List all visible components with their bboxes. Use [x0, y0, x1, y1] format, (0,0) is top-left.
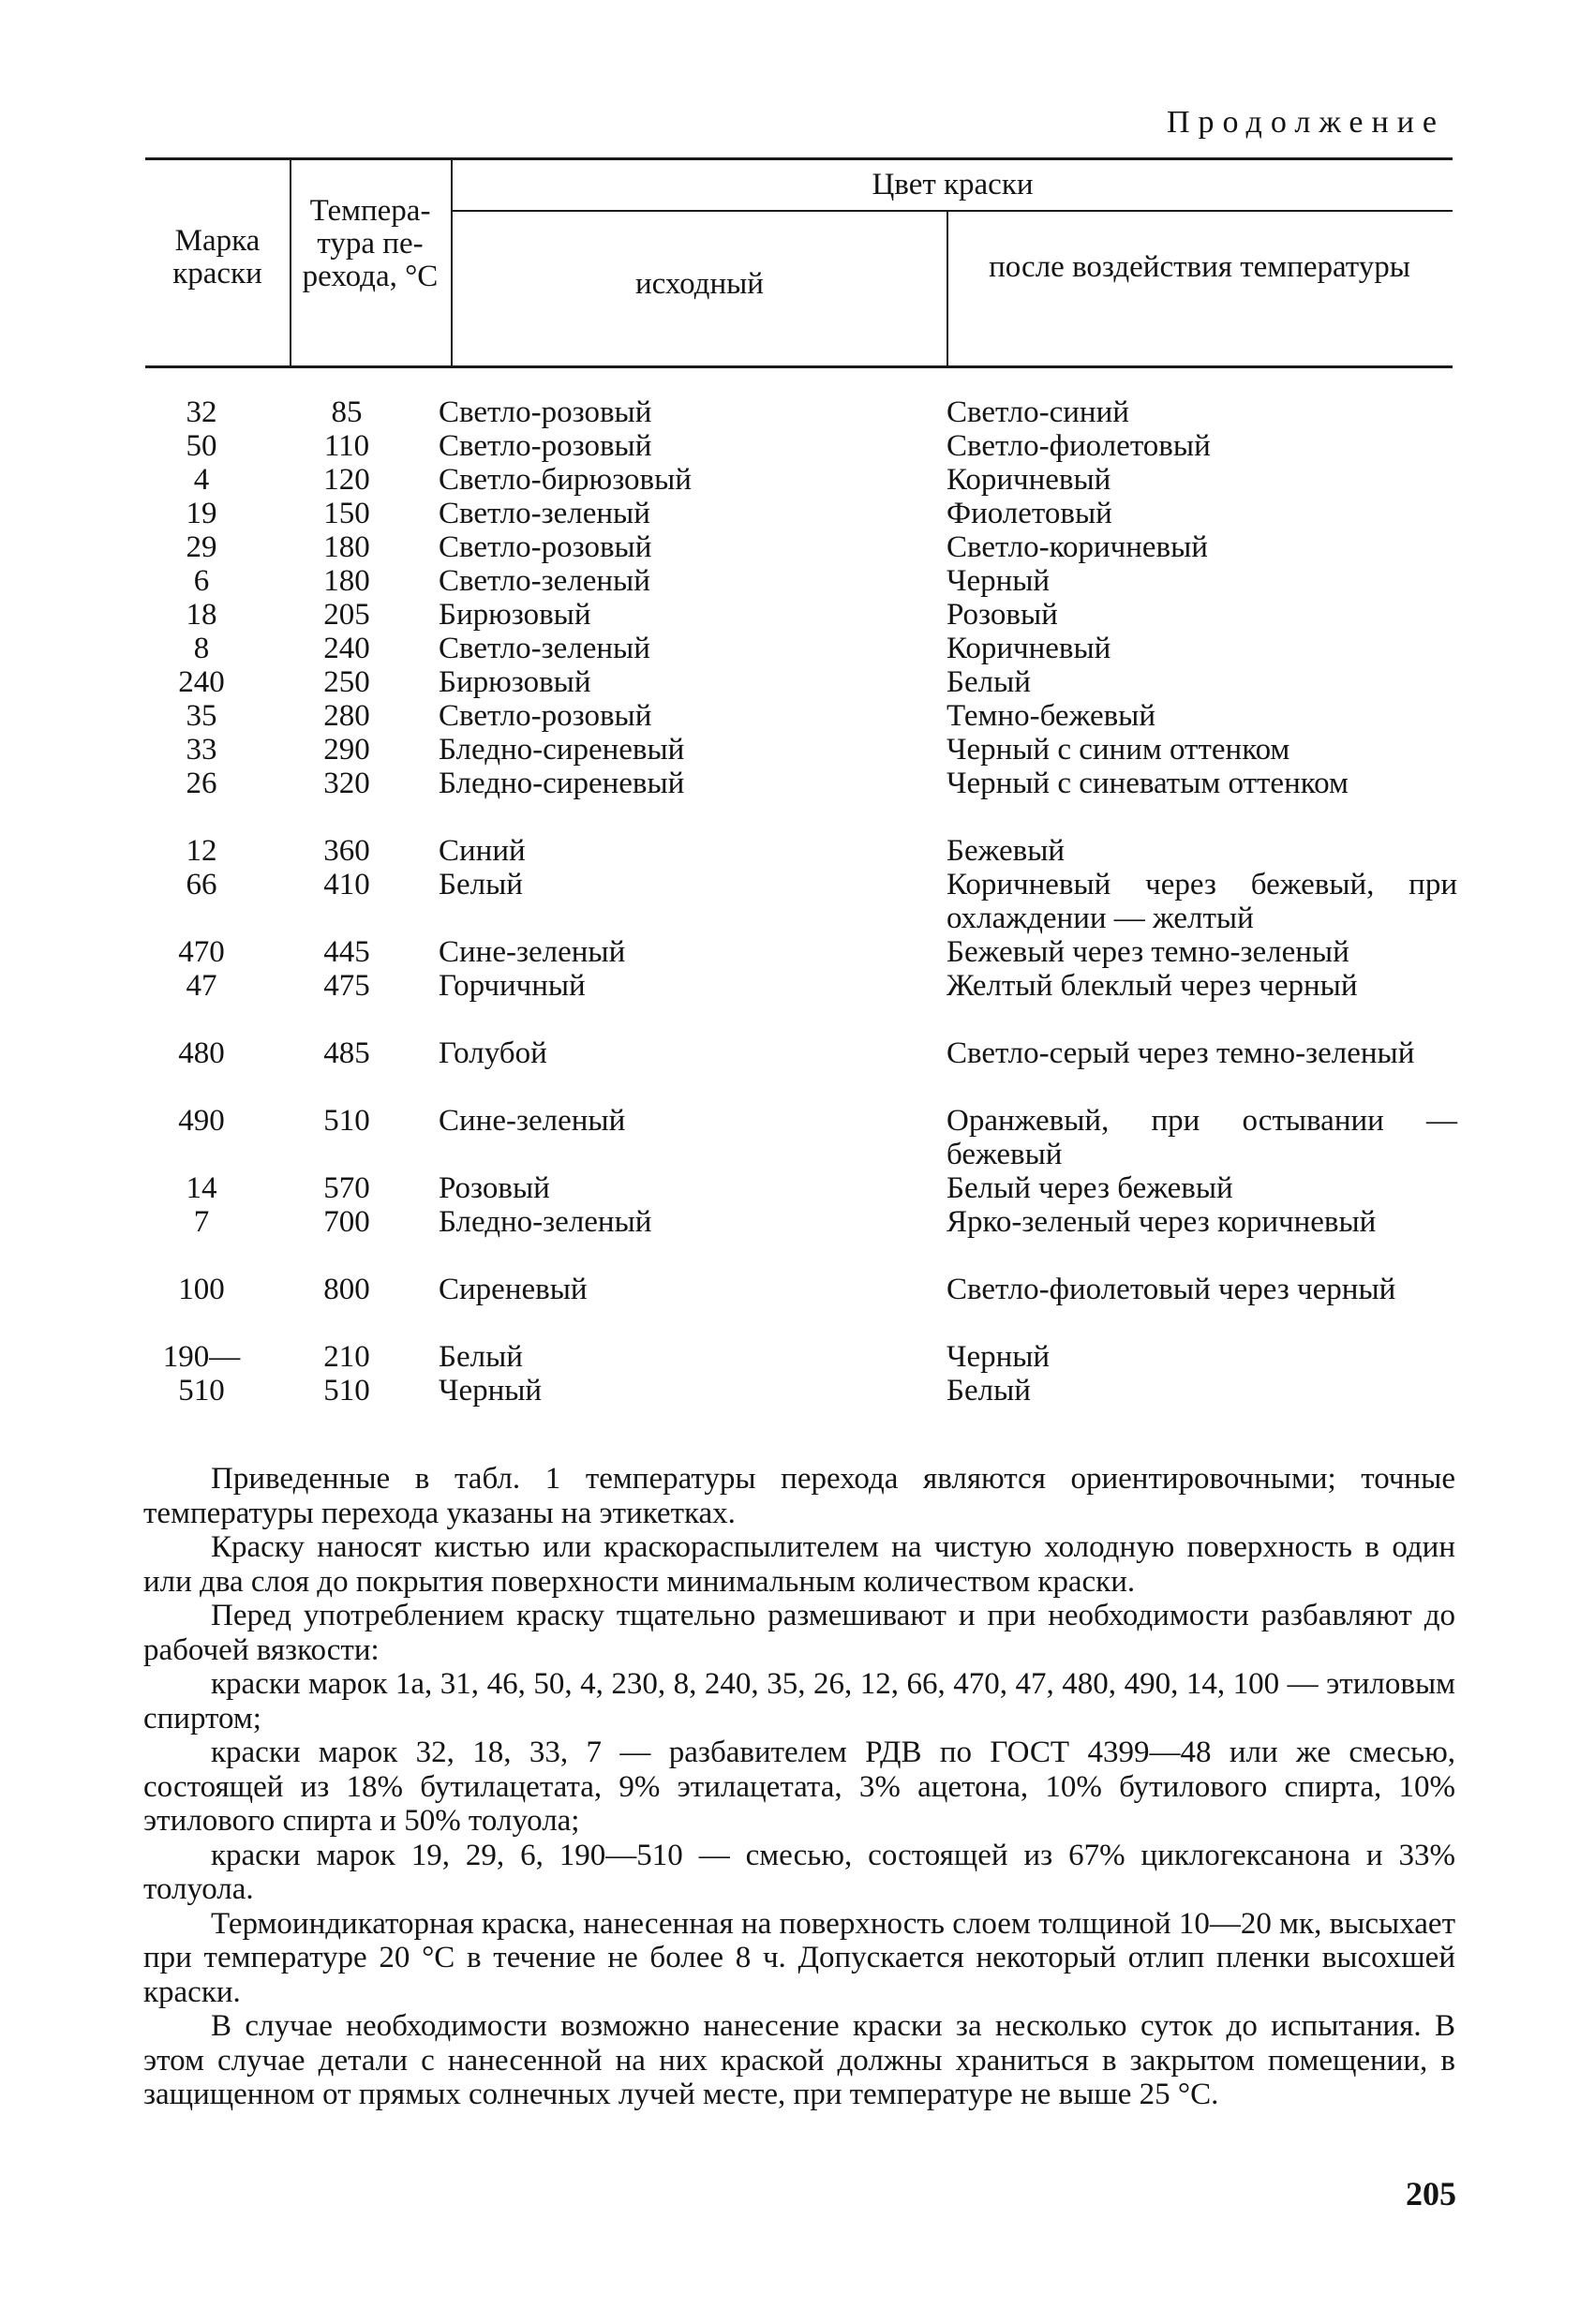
paragraph: Термоиндикаторная краска, нанесенная на поверхность слоем толщиной 10—20 мк, высыхает при температуре 20 °С в течение не более 8 ч. Допускается некоторый отлип пленки высохшей краски. — [143, 1906, 1455, 2009]
brand-cell: 4 — [193, 463, 210, 497]
after-color-cell: Белый — [947, 1374, 1031, 1408]
after-color-cell: Черный — [947, 1340, 1051, 1374]
table-header-bottom-rule — [145, 365, 1453, 368]
after-color-cell: Оранжевый, при остывании — бежевый — [947, 1104, 1457, 1171]
temperature-cell: 445 — [323, 935, 370, 969]
brand-cell: 190— — [162, 1340, 241, 1374]
brand-cell: 490 — [178, 1104, 225, 1138]
temperature-cell: 475 — [323, 969, 370, 1003]
brand-cell: 7 — [193, 1205, 210, 1239]
after-color-cell: Ярко-зеленый через коричневый — [947, 1205, 1377, 1239]
temperature-cell: 485 — [323, 1036, 370, 1070]
original-color-cell: Сиреневый — [439, 1273, 588, 1306]
paragraph: Перед употреблением краску тщательно размешивают и при необходимости разбавляют до рабочей вязкости: — [143, 1599, 1455, 1667]
after-color-cell: Фиолетовый — [947, 497, 1112, 530]
original-color-cell: Светло-бирюзовый — [439, 463, 692, 497]
original-color-cell: Белый — [439, 868, 523, 901]
original-color-cell: Синий — [439, 834, 526, 868]
brand-cell: 47 — [186, 969, 217, 1003]
after-color-cell: Желтый блеклый через черный — [947, 969, 1358, 1003]
temperature-cell: 510 — [323, 1374, 370, 1408]
brand-cell: 240 — [178, 665, 225, 699]
temperature-cell: 85 — [331, 395, 363, 429]
brand-cell: 100 — [178, 1273, 225, 1306]
original-color-cell: Бледно-сиреневый — [439, 733, 685, 767]
original-color-cell: Черный — [439, 1374, 543, 1408]
brand-cell: 470 — [178, 935, 225, 969]
temperature-cell: 280 — [323, 699, 370, 733]
paragraph: краски марок 1а, 31, 46, 50, 4, 230, 8, 240, 35, 26, 12, 66, 470, 47, 480, 490, 14, 100 — этиловым спиртом; — [143, 1667, 1455, 1736]
paragraph: краски марок 19, 29, 6, 190—510 — смесью, состоящей из 67% циклогексанона и 33% толуола. — [143, 1838, 1455, 1906]
header-after-color: после воздействия температуры — [989, 250, 1410, 284]
temperature-cell: 120 — [323, 463, 370, 497]
temperature-cell: 360 — [323, 834, 370, 868]
after-color-cell: Белый через бежевый — [947, 1171, 1233, 1205]
brand-cell: 19 — [186, 497, 217, 530]
table-top-rule — [145, 157, 1453, 160]
brand-cell: 8 — [193, 632, 210, 665]
original-color-cell: Светло-розовый — [439, 699, 652, 733]
original-color-cell: Бирюзовый — [439, 665, 591, 699]
after-color-cell: Бежевый — [947, 834, 1066, 868]
brand-cell: 14 — [186, 1171, 217, 1205]
temperature-cell: 250 — [323, 665, 370, 699]
header-brand: Марка краски — [172, 224, 262, 290]
after-color-cell: Черный с синеватым оттенком — [947, 767, 1349, 800]
after-color-cell: Черный с синим оттенком — [947, 733, 1290, 767]
after-color-cell: Темно-бежевый — [947, 699, 1156, 733]
after-color-cell: Коричневый через бежевый, при охлаждении — желтый — [947, 868, 1457, 935]
brand-cell: 26 — [186, 767, 217, 800]
original-color-cell: Сине-зеленый — [439, 1104, 626, 1138]
temperature-cell: 570 — [323, 1171, 370, 1205]
page-number: 205 — [1406, 2175, 1456, 2212]
after-color-cell: Белый — [947, 665, 1031, 699]
temperature-cell: 800 — [323, 1273, 370, 1306]
original-color-cell: Светло-зеленый — [439, 632, 650, 665]
after-color-cell: Бежевый через темно-зеленый — [947, 935, 1349, 969]
original-color-cell: Бледно-зеленый — [439, 1205, 652, 1239]
original-color-cell: Сине-зеленый — [439, 935, 626, 969]
paragraph: Краску наносят кистью или краскораспылителем на чистую холодную поверхность в один или два слоя до покрытия поверхности минимальным количеством краски. — [143, 1530, 1455, 1599]
column-divider-3 — [947, 212, 948, 365]
original-color-cell: Бирюзовый — [439, 598, 591, 632]
original-color-cell: Бледно-сиреневый — [439, 767, 685, 800]
continuation-label: Продолжение — [1166, 105, 1445, 140]
temperature-cell: 320 — [323, 767, 370, 800]
after-color-cell: Розовый — [947, 598, 1058, 632]
brand-cell: 6 — [193, 564, 210, 598]
table-header — [145, 157, 1453, 369]
brand-cell: 50 — [186, 429, 217, 463]
brand-cell: 18 — [186, 598, 217, 632]
original-color-cell: Светло-зеленый — [439, 564, 650, 598]
header-temperature: Темпера-тура пе-рехода, °С — [302, 194, 439, 293]
after-color-cell: Светло-синий — [947, 395, 1129, 429]
temperature-cell: 290 — [323, 733, 370, 767]
after-color-cell: Черный — [947, 564, 1051, 598]
temperature-cell: 150 — [323, 497, 370, 530]
brand-cell: 12 — [186, 834, 217, 868]
temperature-cell: 180 — [323, 564, 370, 598]
temperature-cell: 210 — [323, 1340, 370, 1374]
notes-text — [143, 1462, 1455, 2112]
original-color-cell: Голубой — [439, 1036, 547, 1070]
brand-cell: 32 — [186, 395, 217, 429]
original-color-cell: Белый — [439, 1340, 523, 1374]
color-group-rule — [453, 210, 1453, 212]
temperature-cell: 110 — [323, 429, 370, 463]
brand-cell: 66 — [186, 868, 217, 901]
after-color-cell: Светло-фиолетовый через черный — [947, 1273, 1396, 1306]
temperature-cell: 510 — [323, 1104, 370, 1138]
brand-cell: 35 — [186, 699, 217, 733]
original-color-cell: Светло-розовый — [439, 530, 652, 564]
after-color-cell: Светло-фиолетовый — [947, 429, 1211, 463]
temperature-cell: 240 — [323, 632, 370, 665]
header-original-color: исходный — [635, 267, 764, 301]
after-color-cell: Светло-коричневый — [947, 530, 1208, 564]
brand-cell: 480 — [178, 1036, 225, 1070]
brand-cell: 29 — [186, 530, 217, 564]
original-color-cell: Светло-розовый — [439, 429, 652, 463]
brand-cell: 33 — [186, 733, 217, 767]
after-color-cell: Коричневый — [947, 632, 1111, 665]
original-color-cell: Светло-розовый — [439, 395, 652, 429]
original-color-cell: Розовый — [439, 1171, 550, 1205]
header-color-group: Цвет краски — [872, 168, 1034, 201]
original-color-cell: Светло-зеленый — [439, 497, 650, 530]
temperature-cell: 700 — [323, 1205, 370, 1239]
column-divider-1 — [290, 157, 291, 365]
after-color-cell: Светло-серый через темно-зеленый — [947, 1036, 1415, 1070]
temperature-cell: 180 — [323, 530, 370, 564]
original-color-cell: Горчичный — [439, 969, 586, 1003]
brand-cell: 510 — [178, 1374, 225, 1408]
paragraph: Приведенные в табл. 1 температуры перехода являются ориентировочными; точные температуры перехода указаны на этикетках. — [143, 1462, 1455, 1530]
paragraph: В случае необходимости возможно нанесение краски за несколько суток до испытания. В этом случае детали с нанесенной на них краской должны храниться в закрытом помещении, в защищенном от прямых солнечных лучей месте, при температуре не выше 25 °С. — [143, 2009, 1455, 2111]
temperature-cell: 410 — [323, 868, 370, 901]
paragraph: краски марок 32, 18, 33, 7 — разбавителем РДВ по ГОСТ 4399—48 или же смесью, состоящей из 18% бутилацетата, 9% этилацетата, 3% ацетона, 10% бутилового спирта, 10% этилового спирта и 50% толуола; — [143, 1736, 1455, 1838]
after-color-cell: Коричневый — [947, 463, 1111, 497]
temperature-cell: 205 — [323, 598, 370, 632]
